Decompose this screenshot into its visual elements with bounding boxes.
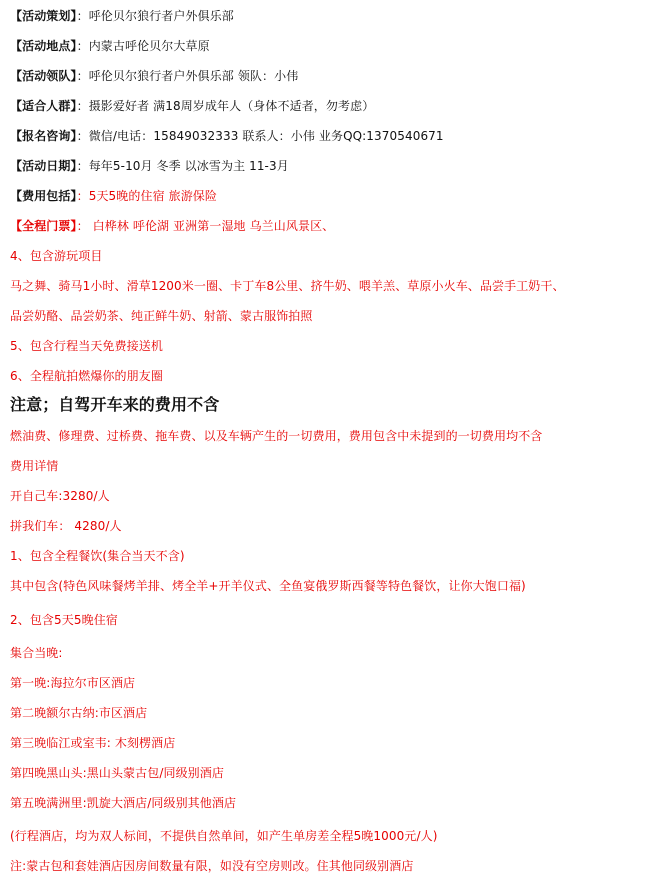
night-4-hotel: 第四晚黑山头:黑山头蒙古包/同级别酒店 — [10, 766, 224, 780]
tickets-label: 【全程门票】 — [10, 219, 77, 233]
night-2-hotel: 第二晚额尔古纳:市区酒店 — [10, 706, 148, 720]
info-line-planner — [10, 8, 656, 24]
info-label: 【活动日期】 — [10, 159, 77, 173]
lodging-title: 2、包含5天5晚住宿 — [10, 613, 118, 627]
airport-transfer-line: 5、包含行程当天免费接送机 — [10, 339, 163, 353]
info-label: 【活动地点】 — [10, 39, 77, 53]
info-line-dates — [10, 158, 656, 174]
info-value: ：微信/电话：15849032333 联系人：小伟 业务QQ:1370540671 — [76, 129, 444, 143]
meals-detail: 其中包含(特色风味餐烤羊排、烤全羊+开羊仪式、全鱼宴俄罗斯西餐等特色餐饮，让你大饱口福) — [10, 579, 526, 593]
info-label: 【报名咨询】 — [10, 129, 77, 143]
night-3-hotel: 第三晚临江或室韦: 木刻楞酒店 — [10, 736, 176, 750]
final-note: 注:蒙古包和套娃酒店因房间数量有限，如没有空房则改。住其他同级别酒店 — [10, 859, 414, 873]
info-value: ：呼伦贝尔狼行者户外俱乐部 — [76, 9, 234, 23]
gathering-night: 集合当晚: — [10, 646, 63, 660]
info-value: ：内蒙古呼伦贝尔大草原 — [76, 39, 210, 53]
aerial-photo-line: 6、全程航拍燃爆你的朋友圈 — [10, 369, 163, 383]
notice-heading: 注意；自驾开车来的费用不含 — [10, 395, 220, 414]
info-label: 【费用包括】 — [10, 189, 77, 203]
activities-list-2: 品尝奶酪、品尝奶茶、纯正鲜牛奶、射箭、蒙古服饰拍照 — [10, 309, 313, 323]
info-line-audience — [10, 98, 656, 114]
info-value: ：呼伦贝尔狼行者户外俱乐部 领队：小伟 — [76, 69, 299, 83]
info-value: ：5天5晚的住宿 旅游保险 — [76, 189, 217, 203]
info-line-included — [10, 188, 656, 204]
shared-car-price: 拼我们车： 4280/人 — [10, 519, 122, 533]
room-note: (行程酒店，均为双人标间，不提供自然单间，如产生单房差全程5晚1000元/人) — [10, 829, 438, 843]
info-label: 【活动策划】 — [10, 9, 77, 23]
meals-title: 1、包含全程餐饮(集合当天不含) — [10, 549, 185, 563]
info-value: ：每年5-10月 冬季 以冰雪为主 11-3月 — [76, 159, 289, 173]
info-line-contact — [10, 128, 656, 144]
night-1-hotel: 第一晚:海拉尔市区酒店 — [10, 676, 136, 690]
included-activities-title: 4、包含游玩项目 — [10, 249, 103, 263]
own-car-price: 开自己车:3280/人 — [10, 489, 110, 503]
info-line-leader — [10, 68, 656, 84]
info-label: 【活动领队】 — [10, 69, 77, 83]
info-label: 【适合人群】 — [10, 99, 77, 113]
info-value: ：摄影爱好者 满18周岁成年人（身体不适者，勿考虑） — [76, 99, 375, 113]
night-5-hotel: 第五晚满洲里:凯旋大酒店/同级别其他酒店 — [10, 796, 237, 810]
excluded-costs-line: 燃油费、修理费、过桥费、拖车费、以及车辆产生的一切费用，费用包含中未提到的一切费用均不含 — [10, 429, 543, 443]
fee-details-title: 费用详情 — [10, 459, 59, 473]
tickets-line — [10, 218, 656, 234]
activities-list-1: 马之舞、骑马1小时、滑草1200米一圈、卡丁车8公里、挤牛奶、喂羊羔、草原小火车、品尝手工奶干、 — [10, 279, 565, 293]
info-line-location — [10, 38, 656, 54]
tickets-value: ： 白桦林 呼伦湖 亚洲第一湿地 乌兰山风景区、 — [76, 219, 335, 233]
